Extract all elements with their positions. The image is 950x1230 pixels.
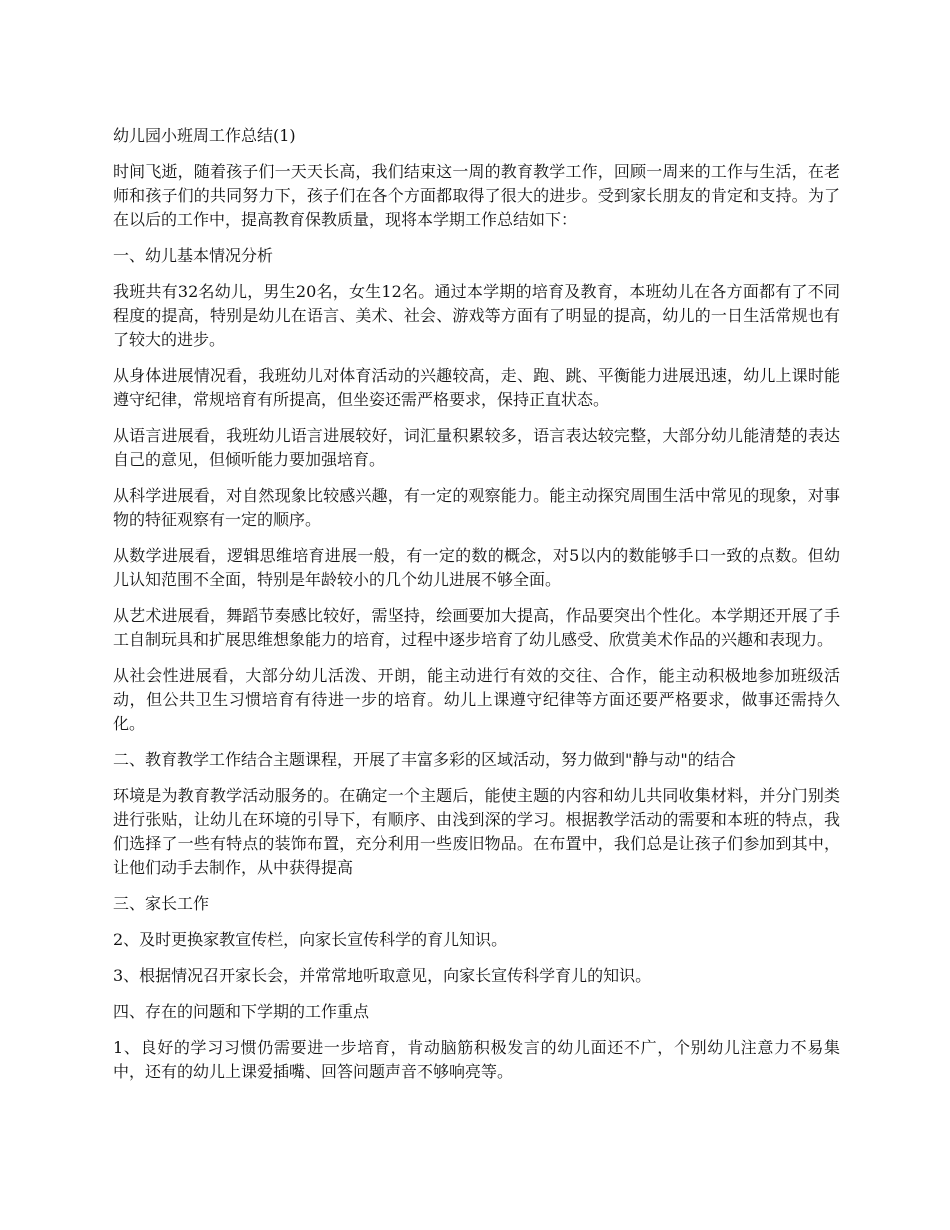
body-paragraph: 我班共有32名幼儿，男生20名，女生12名。通过本学期的培育及教育，本班幼儿在各方面都有了不同程度的提高，特别是幼儿在语言、美术、社会、游戏等方面有了明显的提高，幼儿的一日生活常规也有了较大的进步。 [113,282,840,349]
document-title: 幼儿园小班周工作总结(1) [113,126,296,145]
body-paragraph: 从数学进展看，逻辑思维培育进展一般，有一定的数的概念，对5以内的数能够手口一致的点数。但幼儿认知范围不全面，特别是年龄较小的几个幼儿进展不够全面。 [113,546,840,589]
body-paragraph: 环境是为教育教学活动服务的。在确定一个主题后，能使主题的内容和幼儿共同收集材料，并分门别类进行张贴，让幼儿在环境的引导下，有顺序、由浅到深的学习。根据教学活动的需要和本班的特点，我们选择了一些有特点的装饰布置，充分利用一些废旧物品。在布置中，我们总是让孩子们参加到其中，让他们动手去制作，从中获得提高 [113,786,840,877]
body-paragraph: 从语言进展看，我班幼儿语言进展较好，词汇量积累较多，语言表达较完整，大部分幼儿能清楚的表达自己的意见，但倾听能力要加强培育。 [113,426,840,469]
list-item: 2、及时更换家教宣传栏，向家长宣传科学的育儿知识。 [113,930,508,949]
list-item: 1、良好的学习习惯仍需要进一步培育，肯动脑筋积极发言的幼儿面还不广，个别幼儿注意力不易集中，还有的幼儿上课爱插嘴、回答问题声音不够响亮等。 [113,1038,840,1081]
section-heading-3: 三、家长工作 [113,894,210,913]
section-heading-1: 一、幼儿基本情况分析 [113,246,274,265]
section-heading-4: 四、存在的问题和下学期的工作重点 [113,1002,370,1021]
intro-paragraph: 时间飞逝，随着孩子们一天天长高，我们结束这一周的教育教学工作，回顾一周来的工作与生活，在老师和孩子们的共同努力下，孩子们在各个方面都取得了很大的进步。受到家长朋友的肯定和支持。为了在以后的工作中，提高教育保教质量，现将本学期工作总结如下： [113,162,840,229]
body-paragraph: 从科学进展看，对自然现象比较感兴趣，有一定的观察能力。能主动探究周围生活中常见的现象，对事物的特征观察有一定的顺序。 [113,486,840,529]
list-item: 3、根据情况召开家长会，并常常地听取意见，向家长宣传科学育儿的知识。 [113,966,652,985]
document-body [113,124,840,1096]
body-paragraph: 从艺术进展看，舞蹈节奏感比较好，需坚持，绘画要加大提高，作品要突出个性化。本学期还开展了手工自制玩具和扩展思维想象能力的培育，过程中逐步培育了幼儿感受、欣赏美术作品的兴趣和表现力。 [113,606,840,649]
body-paragraph: 从身体进展情况看，我班幼儿对体育活动的兴趣较高，走、跑、跳、平衡能力进展迅速，幼儿上课时能遵守纪律，常规培育有所提高，但坐姿还需严格要求，保持正直状态。 [113,366,840,409]
section-heading-2: 二、教育教学工作结合主题课程，开展了丰富多彩的区域活动，努力做到"静与动"的结合 [113,750,736,769]
body-paragraph: 从社会性进展看，大部分幼儿活泼、开朗，能主动进行有效的交往、合作，能主动积极地参加班级活动，但公共卫生习惯培育有待进一步的培育。幼儿上课遵守纪律等方面还要严格要求，做事还需持久化。 [113,666,840,733]
